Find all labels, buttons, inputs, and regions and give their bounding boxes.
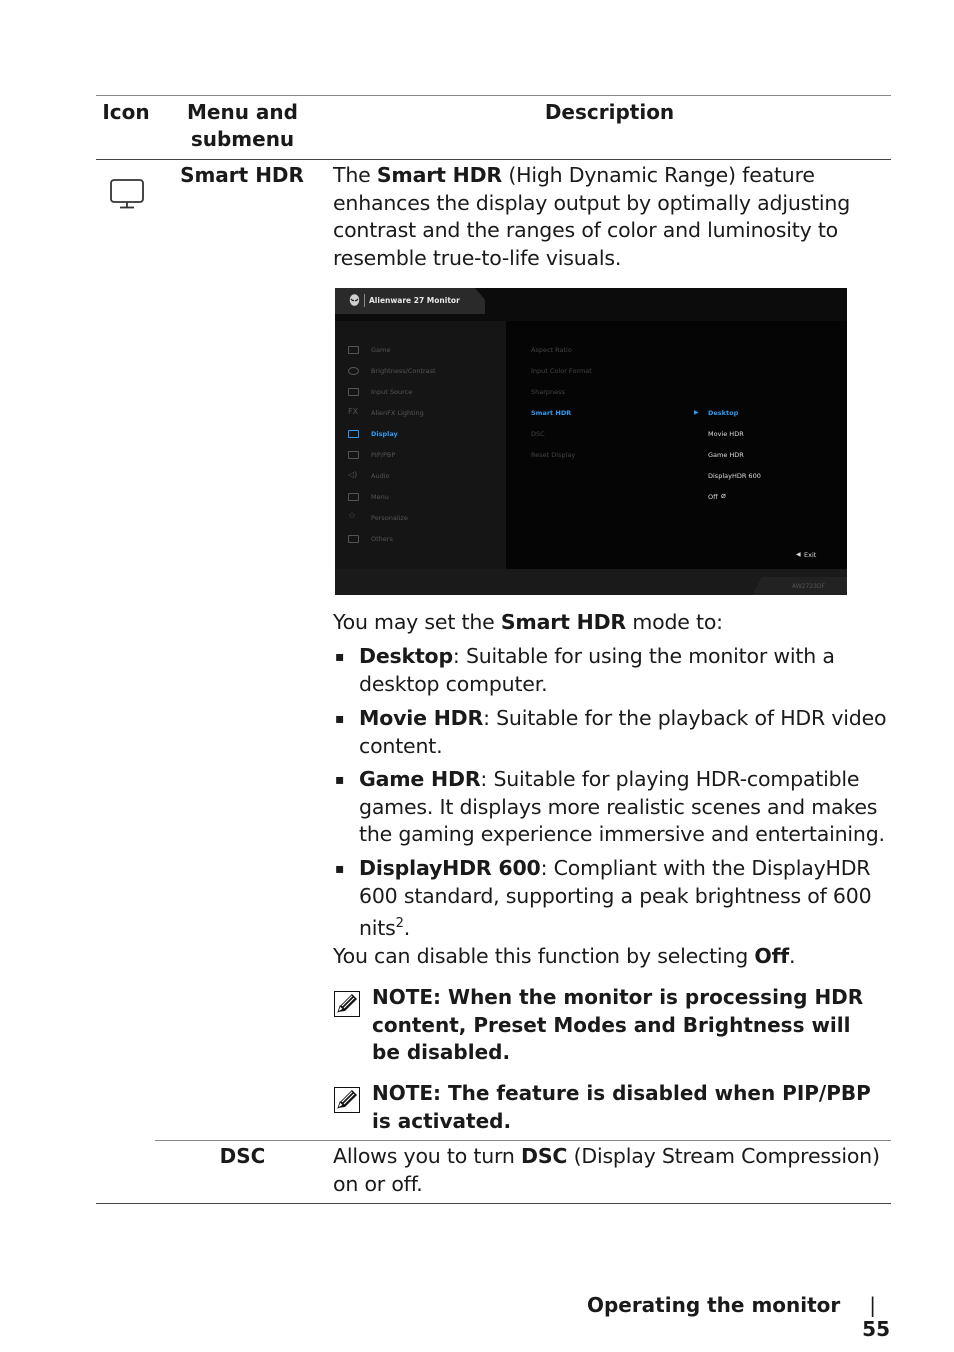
osd-title-divider [364, 294, 365, 307]
osd-menu-menu[interactable]: Menu [371, 493, 389, 501]
disable-text: You can disable this function by selecting Off. [333, 944, 796, 968]
osd-submenu-panel [506, 321, 847, 569]
osd-sub-reset-display[interactable]: Reset Display [531, 451, 576, 459]
page-footer [560, 1293, 890, 1341]
exit-arrow-icon: ◀ [796, 551, 801, 558]
bullet-displayhdr-600: DisplayHDR 600: Compliant with the DisplayHDR 600 standard, supporting a peak brightness of 600 nits$^2$. [359, 856, 872, 940]
eco-leaf-icon: ⌀ [721, 491, 726, 500]
note-pip-pbp: NOTE: The feature is disabled when PIP/PBP is activated. [372, 1081, 871, 1133]
alienware-logo-icon [349, 294, 360, 308]
osd-exit[interactable]: Exit [804, 551, 817, 559]
set-mode-text: You may set the Smart HDR mode to: [333, 610, 723, 634]
bullet-marker: ▪ [335, 711, 345, 727]
star-icon: ☆ [348, 511, 357, 521]
osd-menu-display[interactable]: Display [371, 430, 398, 438]
bullet-marker: ▪ [335, 649, 345, 665]
osd-opt-movie-hdr[interactable]: Movie HDR [708, 430, 744, 438]
osd-menu-others[interactable]: Others [371, 535, 393, 543]
pip-pbp-menu-icon [348, 451, 359, 459]
footer-separator: | [869, 1293, 876, 1317]
note-pencil-icon [334, 991, 360, 1017]
osd-main-menu-panel [335, 321, 506, 569]
bullet-movie-hdr: Movie HDR: Suitable for the playback of HDR video content. [359, 706, 887, 758]
selected-arrow-icon: ▶ [694, 409, 699, 416]
display-menu-icon [348, 430, 359, 438]
osd-bottom-bar [335, 569, 847, 595]
menu-smart-hdr: Smart HDR [180, 163, 304, 187]
osd-model: AW2723DF [791, 583, 825, 590]
table-top-rule [96, 95, 891, 96]
dsc-top-rule [155, 1140, 891, 1141]
osd-sub-input-color-format[interactable]: Input Color Format [531, 367, 592, 375]
osd-menu-audio[interactable]: Audio [371, 472, 390, 480]
osd-screenshot [335, 288, 847, 595]
brightness-menu-icon [348, 367, 359, 375]
osd-menu-personalize[interactable]: Personalize [371, 514, 408, 522]
osd-opt-game-hdr[interactable]: Game HDR [708, 451, 744, 459]
bullet-marker: ▪ [335, 861, 345, 877]
osd-opt-displayhdr-600[interactable]: DisplayHDR 600 [708, 472, 761, 480]
header-bottom-rule [96, 159, 891, 160]
header-icon: Icon [102, 100, 150, 124]
osd-opt-desktop[interactable]: Desktop [708, 409, 739, 417]
osd-sub-dsc[interactable]: DSC [531, 430, 545, 438]
osd-menu-brightness[interactable]: Brightness/Contrast [371, 367, 436, 375]
page-number: 55 [862, 1317, 890, 1341]
header-menu: Menu and submenu [187, 100, 298, 151]
osd-menu-game[interactable]: Game [371, 346, 391, 354]
input-source-menu-icon [348, 388, 359, 396]
footer-section: Operating the monitor [586, 1293, 841, 1317]
dsc-description: Allows you to turn DSC (Display Stream Compression) on or off. [333, 1144, 880, 1196]
bullet-game-hdr: Game HDR: Suitable for playing HDR-compatible games. It displays more realistic scenes and makes the gaming experience immersive and entertaining. [359, 767, 885, 846]
bullet-desktop: Desktop: Suitable for using the monitor with a desktop computer. [359, 644, 835, 696]
audio-menu-icon: ◁) [348, 470, 358, 479]
others-menu-icon [348, 535, 359, 543]
osd-title: Alienware 27 Monitor [369, 296, 460, 305]
osd-opt-off[interactable]: Off [708, 493, 718, 501]
osd-sub-sharpness[interactable]: Sharpness [531, 388, 565, 396]
game-menu-icon [348, 346, 359, 354]
menu-menu-icon [348, 493, 359, 501]
bullet-marker: ▪ [335, 772, 345, 788]
osd-sub-aspect-ratio[interactable]: Aspect Ratio [531, 346, 572, 354]
smart-hdr-intro: The Smart HDR (High Dynamic Range) feature enhances the display output by optimally adjusting contrast and the ranges of color and luminosity to resemble true-to-life visuals. [333, 163, 851, 270]
table-bottom-rule [96, 1203, 891, 1204]
menu-dsc: DSC [219, 1144, 266, 1168]
note-pencil-icon [334, 1087, 360, 1113]
osd-menu-alienfx[interactable]: AlienFX Lighting [371, 409, 424, 417]
osd-menu-pip-pbp[interactable]: PIP/PBP [371, 451, 396, 459]
alienfx-menu-icon: FX [348, 407, 359, 416]
osd-sub-smart-hdr[interactable]: Smart HDR [531, 409, 572, 417]
monitor-display-icon [109, 178, 145, 210]
osd-menu-input-source[interactable]: Input Source [371, 388, 413, 396]
header-description: Description [544, 100, 675, 124]
note-hdr-processing: NOTE: When the monitor is processing HDR content, Preset Modes and Brightness will be disabled. [372, 985, 864, 1064]
